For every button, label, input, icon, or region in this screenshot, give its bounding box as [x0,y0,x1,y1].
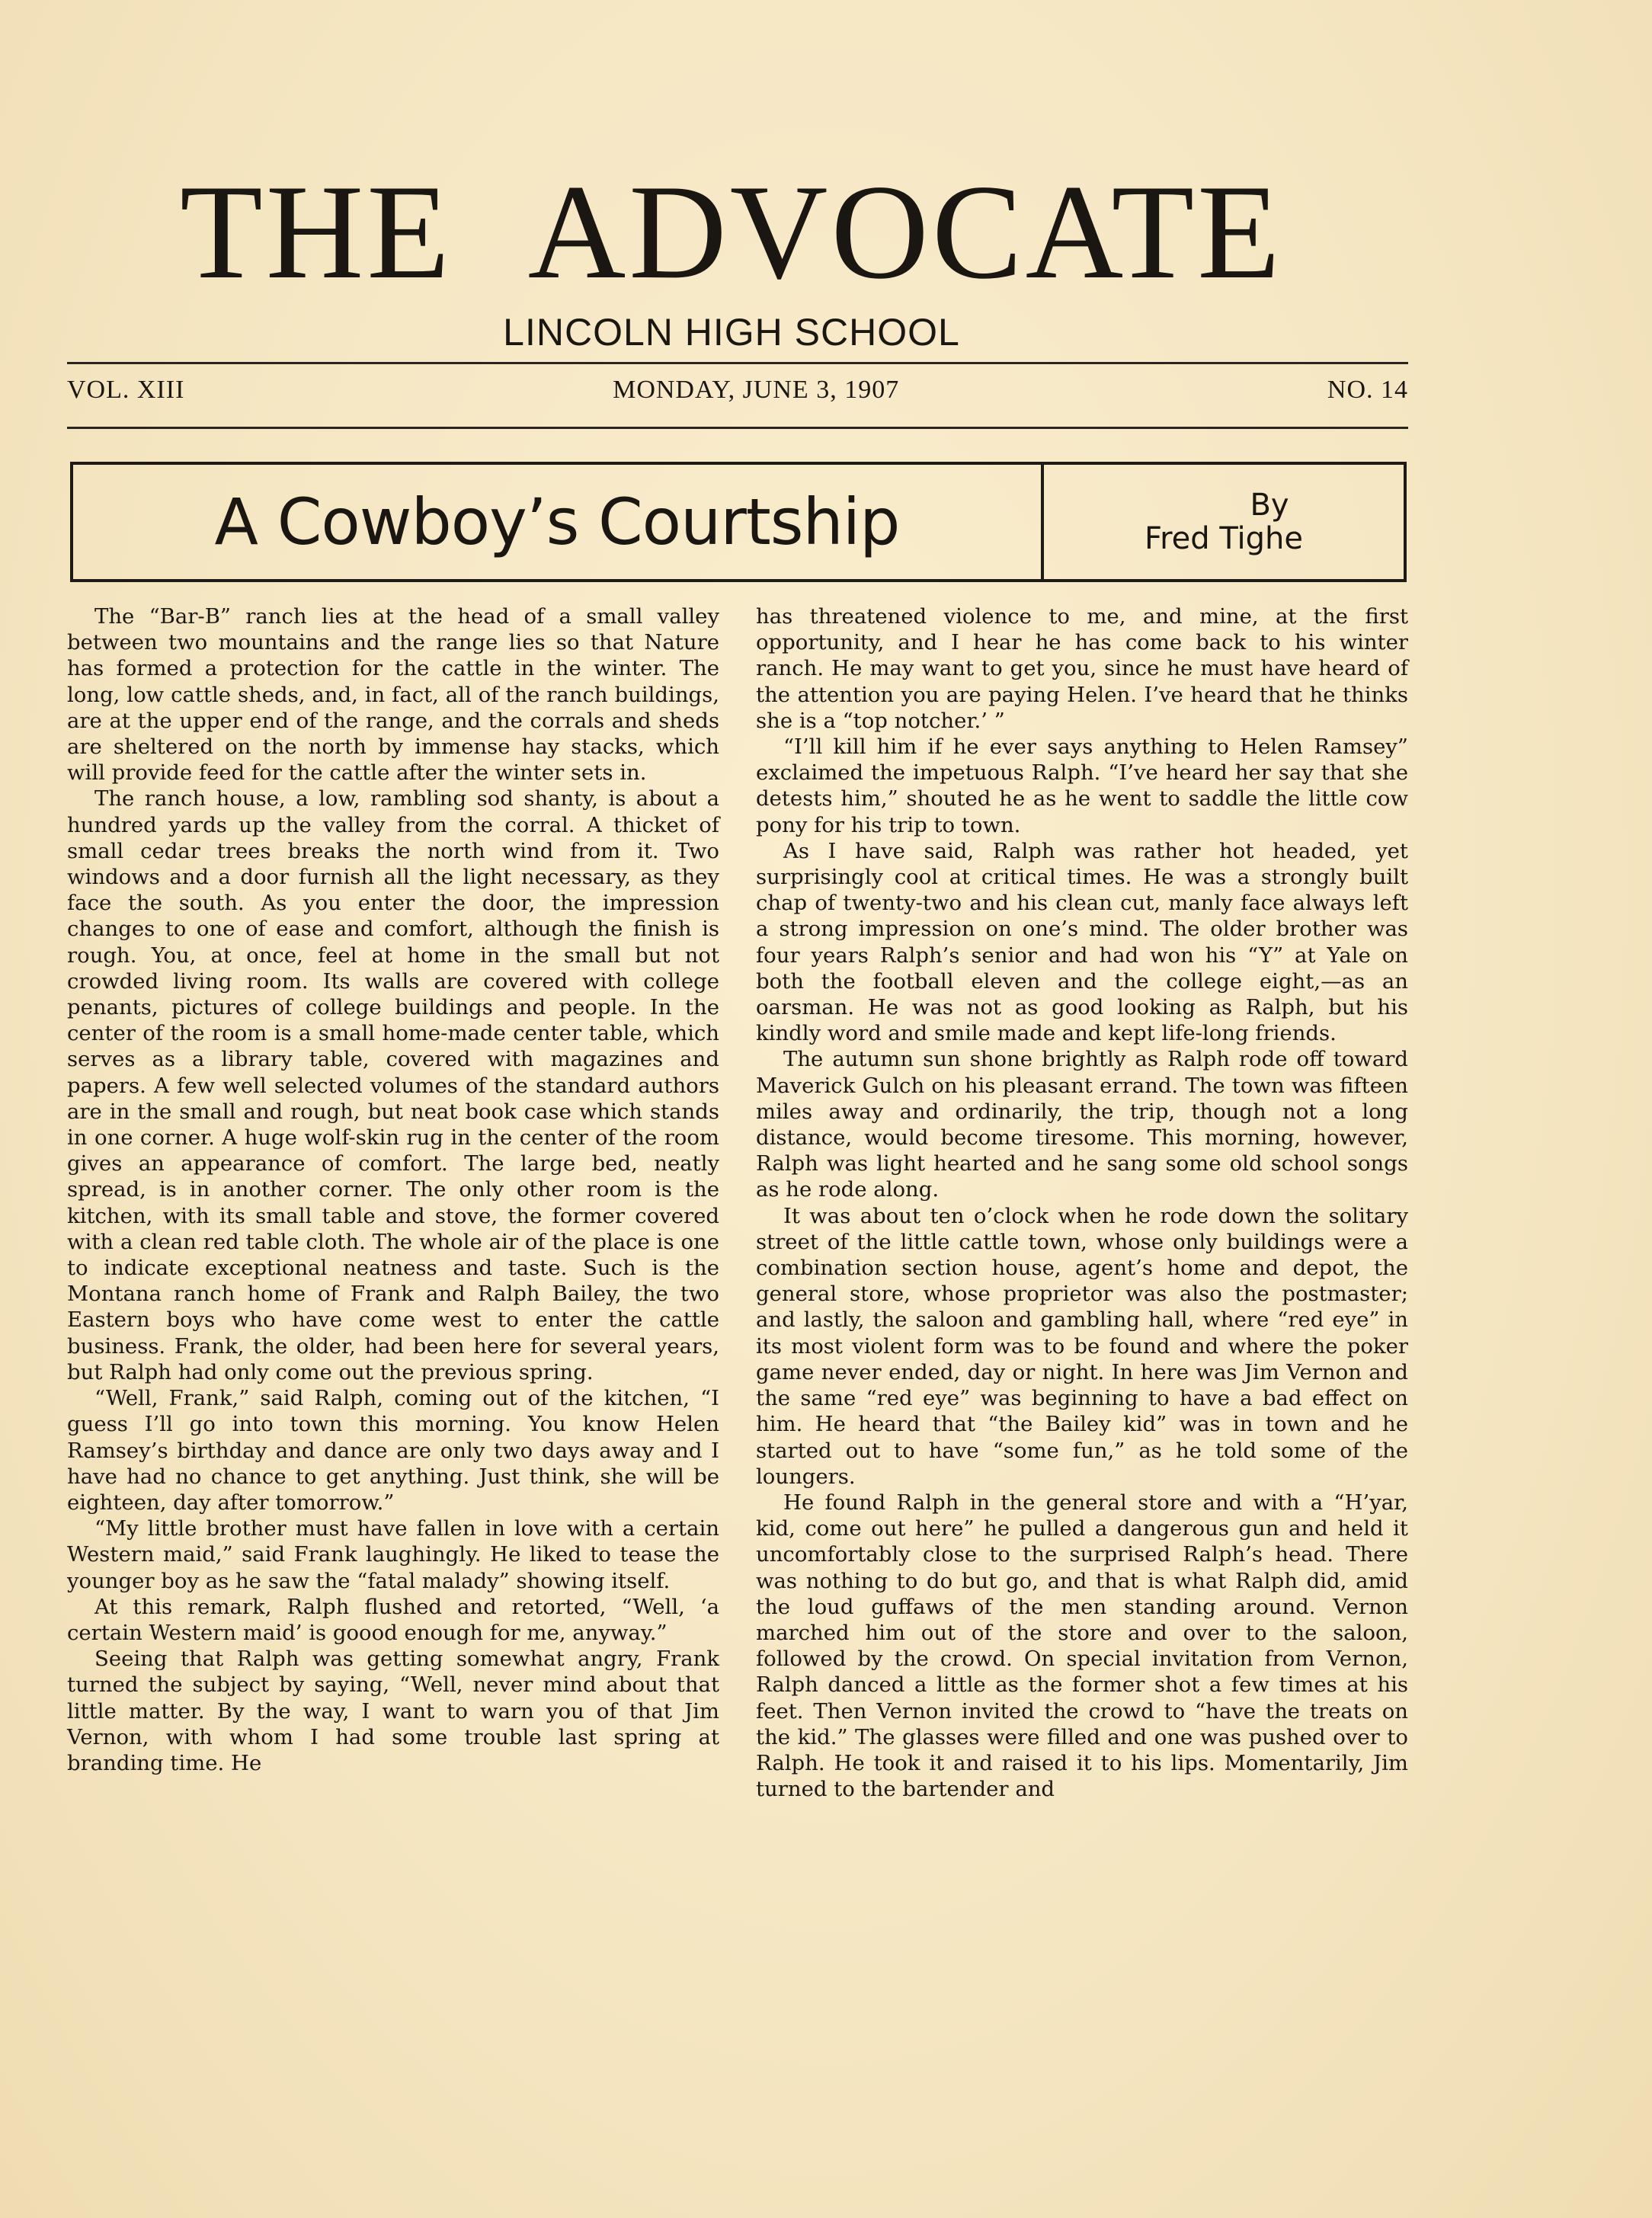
article-body [67,603,1408,1802]
masthead [61,156,1402,354]
paragraph: “My little brother must have fallen in love with a certain Western maid,” said Frank laughingly. He liked to tease the younger boy as he saw the “fatal malady” showing itself. [67,1516,719,1593]
byline [1041,465,1404,579]
masthead-rule-top [67,362,1408,364]
left-column [67,603,719,1802]
issue-number: NO. 14 [1327,376,1408,404]
school-name: LINCOLN HIGH SCHOOL [503,311,960,354]
paragraph: The “Bar-B” ranch lies at the head of a small valley between two mountains and the range lies so that Nature has formed a protection for the cattle in the winter. The long, low cattle sheds, and, in fact, all of the ranch buildings, are at the upper end of the range, and the corrals and sheds are sheltered on the north by immense hay stacks, which will provide feed for the cattle after the winter sets in. [67,604,719,786]
byline-by: By [1250,488,1289,523]
paragraph: It was about ten o’clock when he rode down the solitary street of the little cattle town, whose only buildings were a combination section house, agent’s home and depot, the general store, whose proprietor was also the postmaster; and lastly, the saloon and gambling hall, where “red eye” in its most violent form was to be found and where the poker game never ended, day or night. In here was Jim Vernon and the same “red eye” was beginning to have a bad effect on him. He heard that “the Bailey kid” was in town and he started out to have “some fun,” as he told some of the loungers. [756,1203,1408,1489]
article-title: A Cowboy’s Courtship [214,485,900,559]
paragraph: “Well, Frank,” said Ralph, coming out of the kitchen, “I guess I’ll go into town this morning. You know Helen Ramsey’s birthday and dance are only two days away and I have had no chance to get anything. Just think, she will be eighteen, day after tomorrow.” [67,1386,719,1515]
paragraph: At this remark, Ralph flushed and retorted, “Well, ‘a certain Western maid’ is goood enough for me, anyway.” [67,1594,719,1645]
dateline-rule-bottom [67,427,1408,429]
paragraph: The autumn sun shone brightly as Ralph rode off toward Maverick Gulch on his pleasant errand. The town was fifteen miles away and ordinarily, the trip, though not a long distance, would become tiresome. This morning, however, Ralph was light hearted and he sang some old school songs as he rode along. [756,1047,1408,1202]
byline-author: Fred Tighe [1144,521,1304,556]
newspaper-title: THE ADVOCATE [180,156,1283,307]
paragraph: Seeing that Ralph was getting somewhat angry, Frank turned the subject by saying, “Well, never mind about that little matter. By the way, I want to warn you of that Jim Vernon, with whom I had some trouble last spring at branding time. He [67,1647,719,1775]
paragraph: As I have said, Ralph was rather hot headed, yet surprisingly cool at critical times. He was a strongly built chap of twenty-two and his clean cut, manly face always left a strong impression on one’s mind. The older brother was four years Ralph’s senior and had won his “Y” at Yale on both the football eleven and the college eight,—as an oarsman. He was not as good looking as Ralph, but his kindly word and smile made and kept life-long friends. [756,838,1408,1046]
paragraph: “I’ll kill him if he ever says anything to Helen Ramsey” exclaimed the impetuous Ralph. “I’ve heard her say that she detests him,” shouted he as he went to saddle the little cow pony for his trip to town. [756,735,1408,837]
headline-box [70,462,1407,582]
issue-date: MONDAY, JUNE 3, 1907 [613,376,900,404]
right-column [756,603,1408,1802]
volume-label: VOL. XIII [67,376,185,404]
paragraph: The ranch house, a low, rambling sod shanty, is about a hundred yards up the valley from the corral. A thicket of small cedar trees breaks the north wind from it. Two windows and a door furnish all the light necessary, as they face the south. As you enter the door, the impression changes to one of ease and comfort, although the finish is rough. You, at once, feel at home in the small but not crowded living room. Its walls are covered with college penants, pictures of college buildings and people. In the center of the room is a small home-made center table, which serves as a library table, covered with magazines and papers. A few well selected volumes of the standard authors are in the small and rough, but neat book case which stands in one corner. A huge wolf-skin rug in the center of the room gives an appearance of comfort. The large bed, neatly spread, is in another corner. The only other room is the kitchen, with its small table and stove, the former covered with a clean red table cloth. The whole air of the place is one to indicate exceptional neatness and taste. Such is the Montana ranch home of Frank and Ralph Bailey, the two Eastern boys who have come west to enter the cattle business. Frank, the older, had been here for several years, but Ralph had only come out the previous spring. [67,786,719,1384]
paragraph-continuation: has threatened violence to me, and mine, at the first opportunity, and I hear he has come back to his winter ranch. He may want to get you, since he must have heard of the attention you are paying Helen. I’ve heard that he thinks she is a “top notcher.’ ” [756,604,1408,733]
dateline [67,376,1408,405]
paragraph: He found Ralph in the general store and with a “H’yar, kid, come out here” he pulled a dangerous gun and held it uncomfortably close to the surprised Ralph’s head. There was nothing to do but go, and that is what Ralph did, amid the loud guffaws of the men standing around. Vernon marched him out of the store and over to the saloon, followed by the crowd. On special invitation from Vernon, Ralph danced a little as the former shot a few times at his feet. Then Vernon invited the crowd to “have the treats on the kid.” The glasses were filled and one was pushed over to Ralph. He took it and raised it to his lips. Momentarily, Jim turned to the bartender and [756,1490,1408,1802]
